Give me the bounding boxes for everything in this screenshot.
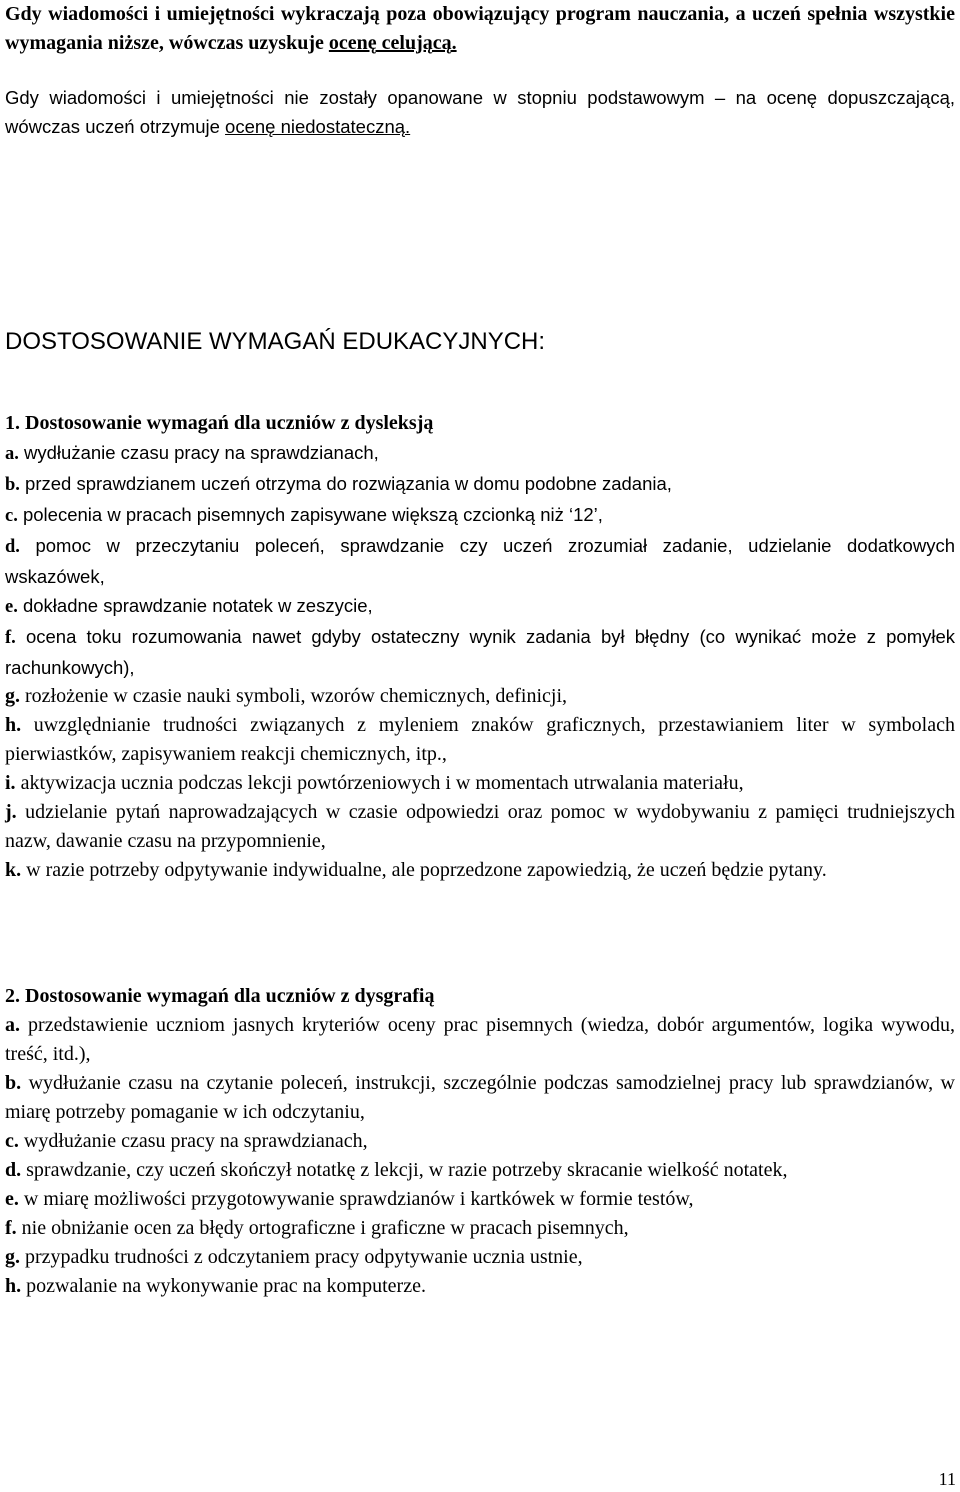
list-item: j. udzielanie pytań naprowadzających w czasie odpowiedzi oraz pomoc w wydobywaniu z pamięci trudniejszych nazw, dawanie czasu na przypomnienie, <box>5 801 955 852</box>
list-item: g. rozłożenie w czasie nauki symboli, wzorów chemicznych, definicji, <box>5 685 568 707</box>
list-item: i. aktywizacja ucznia podczas lekcji powtórzeniowych i w momentach utrwalania materiału, <box>5 772 744 794</box>
list-item: k. w razie potrzeby odpytywanie indywidualne, ale poprzedzone zapowiedzią, że uczeń będzie pytany. <box>5 859 827 881</box>
list-item: f. nie obniżanie ocen za błędy ortograficzne i graficzne w pracach pisemnych, <box>5 1217 629 1239</box>
list-item: e. dokładne sprawdzanie notatek w zeszycie, <box>5 595 373 617</box>
section-dysgrafia <box>5 982 955 1301</box>
list-item: b. wydłużanie czasu na czytanie poleceń, instrukcji, szczególnie podczas samodzielnej pracy lub sprawdzianów, w miarę potrzeby pomaganie w ich odczytaniu, <box>5 1072 955 1123</box>
section1-title: 1. Dostosowanie wymagań dla uczniów z dysleksją <box>5 412 434 434</box>
list-item: f. ocena toku rozumowania nawet gdyby ostateczny wynik zadania był błędny (co wynikać może z pomyłek rachunkowych), <box>5 626 955 678</box>
list-item: h. uwzględnianie trudności związanych z myleniem znaków graficznych, przestawianiem liter w symbolach pierwiastków, zapisywaniem reakcji chemicznych, itp., <box>5 714 955 765</box>
list-item: d. pomoc w przeczytaniu poleceń, sprawdzanie czy uczeń zrozumiał zadanie, udzielanie dodatkowych wskazówek, <box>5 535 955 587</box>
intro-text-2: Gdy wiadomości i umiejętności nie zostały opanowane w stopniu podstawowym – na ocenę dopuszczającą, wówczas uczeń otrzymuje <box>5 87 955 137</box>
grade-niedostateczna: ocenę niedostateczną. <box>225 116 411 137</box>
list-item: b. przed sprawdzianem uczeń otrzyma do rozwiązania w domu podobne zadania, <box>5 473 672 495</box>
list-item: e. w miarę możliwości przygotowywanie sprawdzianów i kartkówek w formie testów, <box>5 1188 694 1210</box>
list-item: c. wydłużanie czasu pracy na sprawdzianach, <box>5 1130 368 1152</box>
intro-paragraph-celujaca <box>5 0 955 58</box>
intro-paragraph-niedostateczna <box>5 83 955 141</box>
list-item: h. pozwalanie na wykonywanie prac na komputerze. <box>5 1275 426 1297</box>
list-item: a. wydłużanie czasu pracy na sprawdzianach, <box>5 442 379 464</box>
list-item: d. sprawdzanie, czy uczeń skończył notatkę z lekcji, w razie potrzeby skracanie wielkość notatek, <box>5 1159 788 1181</box>
list-item: g. przypadku trudności z odczytaniem pracy odpytywanie ucznia ustnie, <box>5 1246 583 1268</box>
grade-celujaca: ocenę celującą. <box>328 32 457 54</box>
list-item: c. polecenia w pracach pisemnych zapisywane większą czcionką niż ‘12’, <box>5 504 603 526</box>
list-item: a. przedstawienie uczniom jasnych kryteriów oceny prac pisemnych (wiedza, dobór argumentów, logika wywodu, treść, itd.), <box>5 1014 955 1065</box>
intro-text-1: Gdy wiadomości i umiejętności wykraczają poza obowiązujący program nauczania, a uczeń spełnia wszystkie wymagania niższe, wówczas uzyskuje <box>5 3 955 54</box>
section-dysleksja <box>5 409 955 885</box>
section2-title: 2. Dostosowanie wymagań dla uczniów z dysgrafią <box>5 985 435 1007</box>
page-number: 11 <box>938 1469 956 1489</box>
section-heading: DOSTOSOWANIE WYMAGAŃ EDUKACYJNYCH: <box>5 328 546 355</box>
